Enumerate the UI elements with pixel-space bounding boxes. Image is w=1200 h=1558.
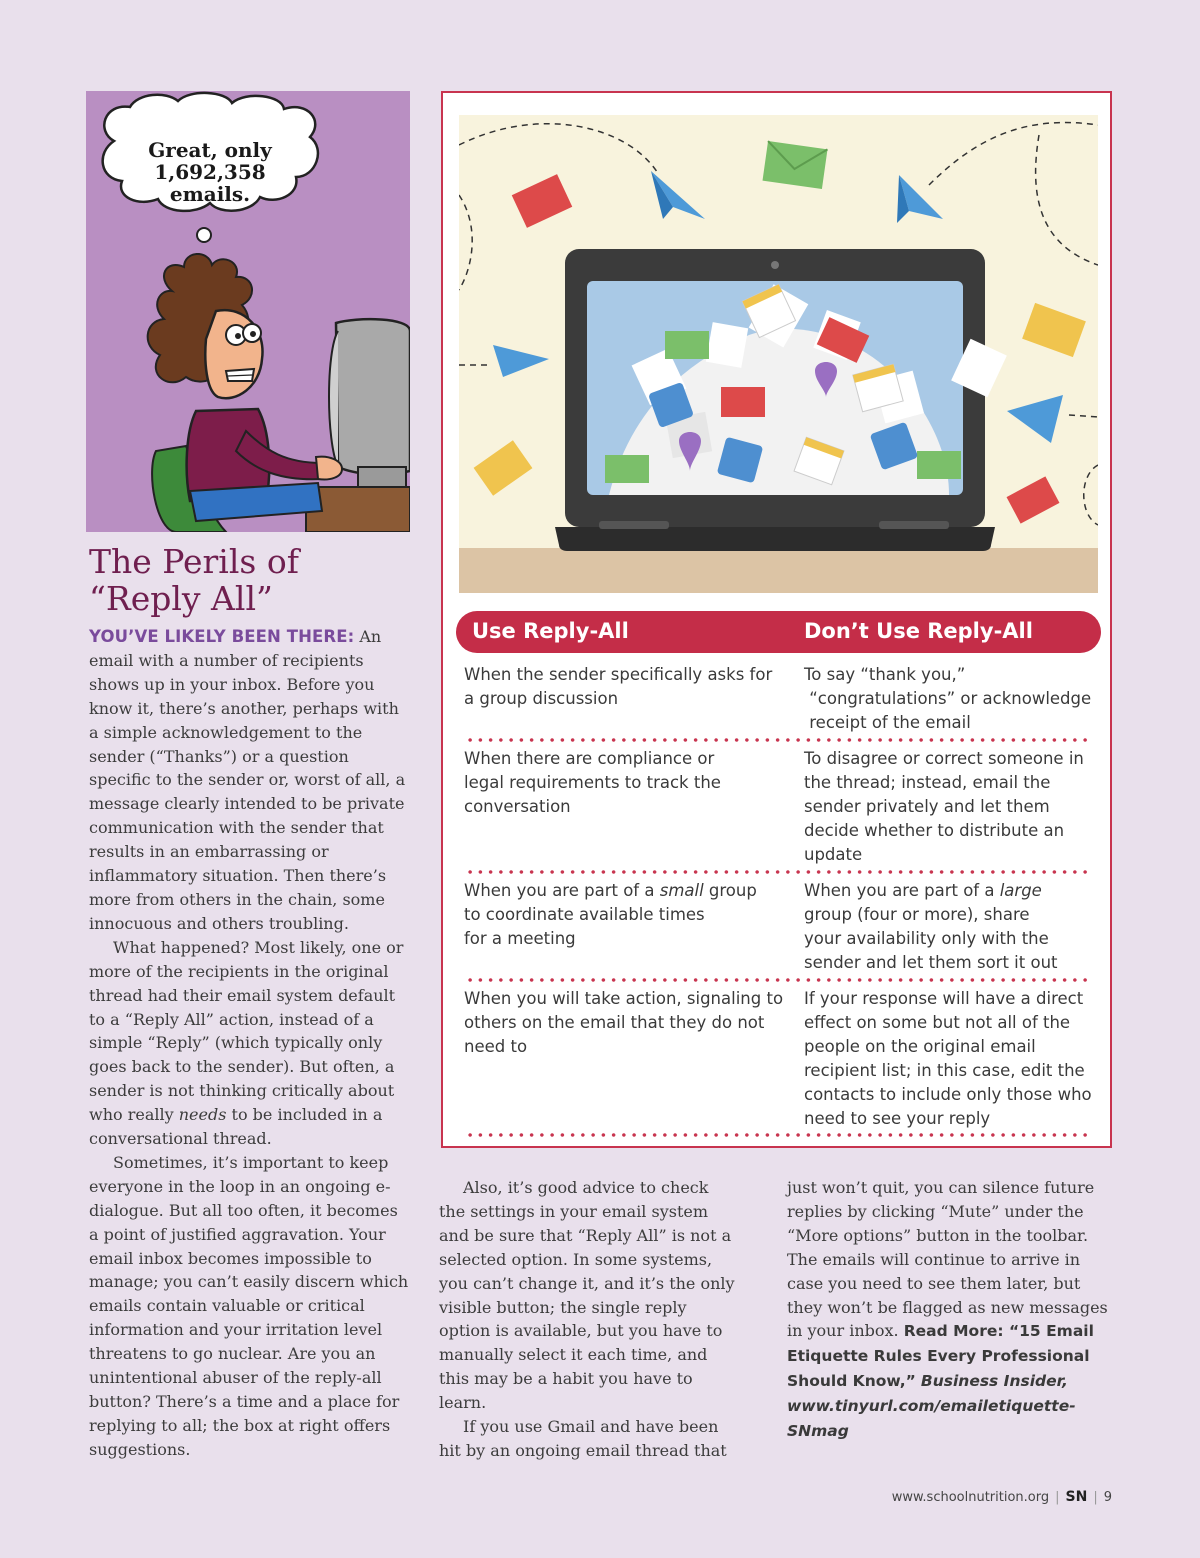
article-title: [89, 543, 419, 617]
cartoon-illustration: [86, 91, 410, 532]
table-row: [464, 987, 1094, 1132]
footer-url: www.schoolnutrition.org: [891, 1490, 1050, 1505]
article-paragraph-2-emphasis: needs: [178, 1105, 227, 1125]
article-paragraph-3: Sometimes, it’s important to keep everyone in the loop in an ongoing e-dialogue. But all too often, it becomes a point of justified aggravation. Your email inbox becomes impossible to manage; you can’t easily discern which emails contain valuable or critical information and your irritation level threatens to go nuclear. Are you an unintentional abuser of the reply-all button? There’s a time and a place for replying to all; the box at right offers suggestions.: [89, 1152, 409, 1459]
row4-use-cell: When you will take action, signaling to others on the email that they do not need to: [464, 989, 784, 1056]
table-row: [464, 747, 1094, 867]
row3-use-line3: for a meeting: [464, 928, 576, 948]
laptop-email-illustration: [459, 115, 1098, 593]
header-dont-use-reply-all: Don’t Use Reply-All: [804, 619, 1033, 643]
row3-dont-line3: your availability only with the: [804, 928, 1049, 948]
row3-use-line2: to coordinate available times: [464, 904, 705, 924]
article-title-line1: The Perils of: [89, 542, 299, 581]
article-lead-in: YOU’VE LIKELY BEEN THERE:: [89, 627, 355, 646]
article-paragraph-2-text-a: What happened? Most likely, one or more of the recipients in the original thread had their email system default to a “Reply All” action, instead of a simple “Reply” (which typically only goes back to the sender). But often, a sender is not thinking critically about who really: [89, 937, 404, 1125]
article-paragraph-1: [89, 625, 411, 936]
row3-use-cell: [464, 879, 784, 951]
footer-page-number: 9: [1103, 1490, 1112, 1505]
row4-dont-use-cell: If your response will have a direct effect on some but not all of the people on the original email recipient list; in this case, edit the contacts to include only those who need to see your reply: [804, 989, 1092, 1128]
article-paragraph-5-start: If you use Gmail and have been hit by an ongoing email thread that: [439, 1417, 727, 1460]
article-title-line2: “Reply All”: [89, 579, 273, 618]
row-divider: [465, 738, 1093, 742]
row1-dont-use-cell: [804, 663, 1099, 735]
row-divider: [465, 1133, 1093, 1137]
row3-dont-emphasis: large: [999, 881, 1042, 900]
read-more-source: Business Insider, www.tinyurl.com/emailetiquette-SNmag: [787, 1372, 1076, 1441]
row2-use-cell: [464, 747, 784, 819]
laptop-drawing: [555, 249, 1007, 551]
article-paragraph-2: [89, 936, 411, 1151]
read-more-label: Read More: “15 Email Etiquette Rules Every Professional Should Know,”: [787, 1322, 1094, 1391]
header-use-reply-all: Use Reply-All: [472, 619, 629, 643]
row-divider: [465, 978, 1093, 982]
row3-dont-line4: sender and let them sort it out: [804, 952, 1058, 972]
article-column-2: [439, 1176, 739, 1463]
row1-use-cell: When the sender specifically asks for a group discussion: [464, 665, 773, 708]
row1-dont-line3: receipt of the email: [809, 712, 971, 732]
table-row: [464, 879, 1094, 975]
thought-text-line2: 1,692,358: [154, 160, 266, 184]
article-paragraph-4: Also, it’s good advice to check the settings in your email system and be sure that “Reply All” is not a selected option. In some systems, you can’t change it, and it’s the only visible button; the single reply option is available, but you have to manually select it each time, and this may be a habit you have to learn.: [439, 1178, 735, 1413]
row2-use-line1: When there are compliance or: [464, 749, 715, 768]
row3-use-emphasis: small: [659, 881, 704, 900]
row1-dont-line1: To say “thank you,”: [804, 665, 966, 684]
page-footer: [892, 1489, 1112, 1505]
article-column-1: [89, 625, 411, 1462]
row-divider: [465, 870, 1093, 874]
article-paragraph-2-text-b: to be included in a conversational thread.: [89, 1105, 383, 1149]
row1-dont-line2: “congratulations” or acknowledge: [809, 688, 1092, 708]
row3-dont-text-a: When you are part of a: [804, 881, 1000, 900]
footer-separator: |: [1093, 1490, 1098, 1505]
article-paragraph-1-text: An email with a number of recipients shows up in your inbox. Before you know it, there’s another, perhaps with a simple acknowledgement to the sender (“Thanks”) or a question specific to the sender or, worst of all, a message clearly intended to be private communication with the sender that results in an embarrassing or inflammatory situation. Then there’s more from others in the chain, some innocuous and others troubling.: [89, 627, 406, 933]
article-column-3: [787, 1176, 1112, 1444]
footer-magazine: SN: [1065, 1489, 1088, 1505]
table-header: [456, 611, 1101, 653]
row3-dont-use-cell: [804, 879, 1099, 975]
row3-use-text-b: group: [703, 881, 757, 900]
thought-text-line3: emails.: [169, 182, 251, 206]
footer-separator: |: [1055, 1490, 1060, 1505]
row3-use-text-a: When you are part of a: [464, 881, 660, 900]
row2-dont-use-cell: To disagree or correct someone in the thread; instead, email the sender privately and let them decide whether to distribute an update: [804, 749, 1084, 864]
reply-all-guide-box: [441, 91, 1112, 1148]
row2-use-line2: legal requirements to track the: [464, 772, 721, 792]
article-paragraph-5-end: just won’t quit, you can silence future replies by clicking “Mute” under the “More options” button in the toolbar. The emails will continue to arrive in case you need to see them later, but they won’t be flagged as new messages in your inbox. Read More: “15 Email Etiquette Rules Every Professional Should Know,” Business Insider, www.tinyurl.com/emailetiquette-SNmag: [787, 1178, 1108, 1441]
row2-use-line3: conversation: [464, 796, 571, 816]
thought-text-line1: Great, only: [148, 138, 272, 162]
table-row: [464, 663, 1094, 739]
row3-dont-line2: group (four or more), share: [804, 904, 1030, 924]
